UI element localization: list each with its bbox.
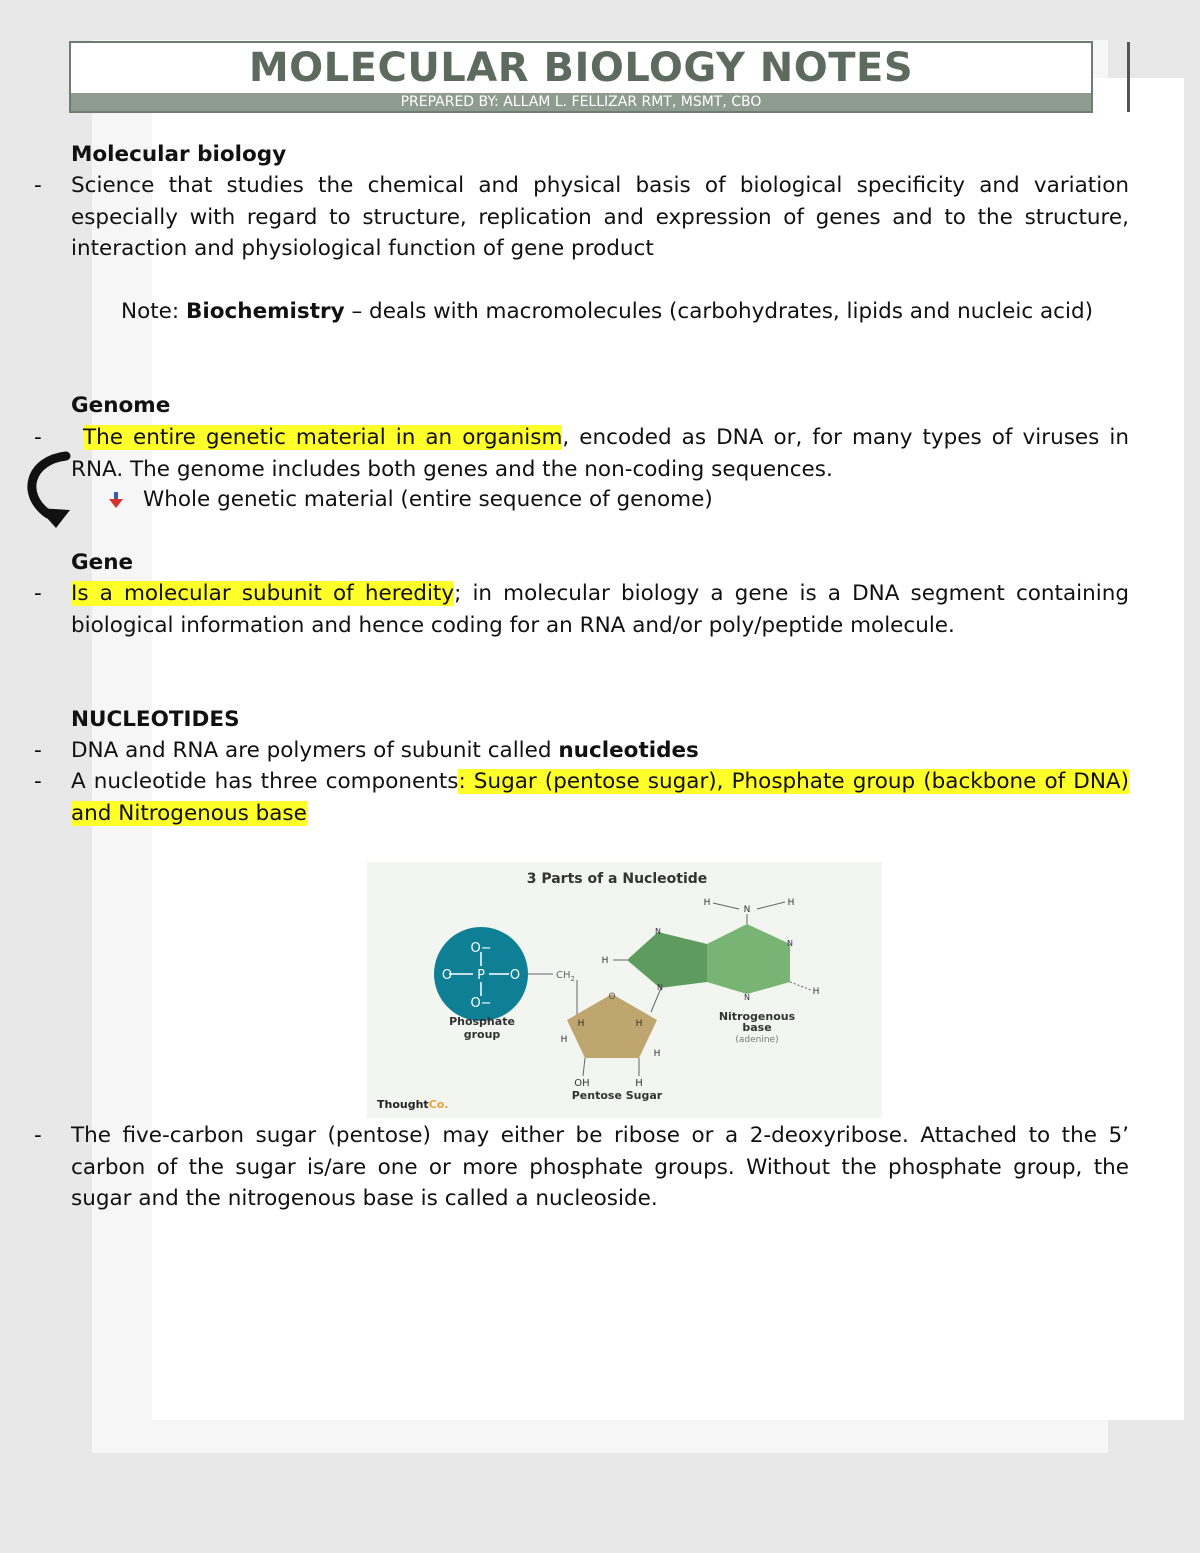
atom-label: N [657, 983, 663, 992]
note-text: – deals with macromolecules (carbohydrates, lipids and nucleic acid) [344, 299, 1093, 324]
dash-bullet: - [34, 769, 42, 794]
atom-label: H [577, 1019, 585, 1029]
biochemistry-note [121, 296, 1129, 328]
atom-label: O [608, 992, 616, 1002]
atom-label: H [703, 898, 711, 908]
genome-definition [71, 422, 1129, 485]
atom-label: O− [470, 941, 492, 956]
molbio-definition: Science that studies the chemical and physical basis of biological specificity and variation especially with regard to structure, replication and expression of genes and to the structure, interaction and physiological function of gene product [71, 173, 1129, 261]
base-label: base [742, 1021, 772, 1034]
atom-label: N [744, 993, 750, 1002]
sugar-label: Pentose Sugar [571, 1089, 663, 1102]
atom-label: H [601, 956, 609, 966]
gene-definition [71, 578, 1129, 641]
atom-label: $CH_2$ [556, 970, 575, 983]
heading-gene: Gene [71, 550, 134, 575]
item-text: A nucleotide has three components [71, 769, 459, 794]
dash-bullet: - [34, 738, 42, 763]
atom-label: H [812, 987, 820, 997]
arrow-bullet-icon [106, 490, 126, 510]
nucleotide-item-components [71, 766, 1129, 829]
base-label: Nitrogenous [718, 1010, 796, 1023]
curved-arrow-icon [18, 450, 76, 532]
note-prefix: Note: [121, 299, 186, 324]
dash-bullet: - [34, 581, 42, 606]
phosphate-label: group [463, 1028, 501, 1041]
atom-label: P [477, 968, 485, 983]
atom-label: H [635, 1019, 643, 1029]
page-title: MOLECULAR BIOLOGY NOTES [248, 45, 914, 91]
title-banner [69, 41, 1093, 113]
genome-highlight: The entire genetic material in an organism [83, 425, 563, 450]
nucleotide-item-pentose: The five-carbon sugar (pentose) may either be ribose or a 2-deoxyribose. Attached to the 5’ carbon of the sugar is/are one or more phosphate groups. Without the phosphate group, the sugar and the nitrogenous base is called a nucleoside. [71, 1123, 1129, 1211]
dash-bullet: - [34, 425, 42, 450]
atom-label: N [743, 905, 751, 915]
item-bold-term: nucleotides [558, 738, 699, 763]
phosphate-label: Phosphate [449, 1015, 515, 1028]
atom-label: H [787, 898, 795, 908]
atom-label: H [635, 1078, 643, 1089]
author-band: PREPARED BY: ALLAM L. FELLIZAR RMT, MSMT, CBO [71, 93, 1091, 111]
atom-label: H [560, 1035, 568, 1045]
atom-label: O [509, 968, 521, 983]
gene-highlight: Is a molecular subunit of heredity [71, 581, 455, 606]
atom-label: N [655, 927, 661, 936]
atom-label: N [787, 939, 793, 948]
genome-definition-rest: , encoded as DNA or, for many types of viruses in RNA. The genome includes both genes and the non-coding sequences. [71, 425, 1129, 482]
brand-logo: ThoughtCo. [377, 1098, 449, 1111]
note-term: Biochemistry [185, 299, 345, 324]
nucleotide-diagram [367, 862, 882, 1118]
base-label: (adenine) [735, 1035, 779, 1045]
item-text: DNA and RNA are polymers of subunit called [71, 738, 559, 763]
atom-label: O− [470, 996, 492, 1011]
nucleotide-item-polymers [71, 735, 699, 767]
dash-bullet: - [34, 1123, 42, 1148]
atom-label: H [653, 1049, 661, 1059]
genome-sub-bullet: Whole genetic material (entire sequence of genome) [143, 487, 713, 512]
margin-rule [1127, 42, 1130, 112]
components-highlight: : Sugar (pentose sugar), Phosphate group (backbone of DNA) and Nitrogenous base [71, 769, 1130, 826]
gene-definition-rest: ; in molecular biology a gene is a DNA segment containing biological information and hence coding for an RNA and/or poly/peptide molecule. [71, 581, 1130, 638]
diagram-title: 3 Parts of a Nucleotide [526, 871, 708, 887]
heading-genome: Genome [71, 393, 171, 418]
dash-bullet: - [34, 173, 42, 198]
heading-molecular-biology: Molecular biology [71, 142, 287, 167]
atom-label: O [441, 968, 453, 983]
heading-nucleotides: NUCLEOTIDES [71, 707, 240, 732]
atom-label: OH [574, 1078, 590, 1089]
